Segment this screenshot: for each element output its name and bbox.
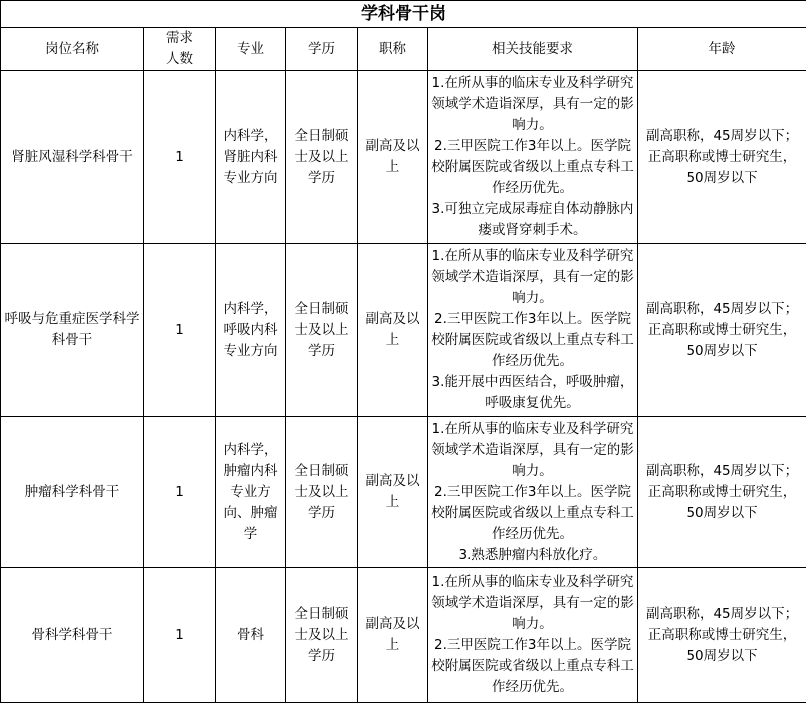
header-education: 学历: [286, 28, 358, 71]
skill-line: 1.在所从事的临床专业及科学研究领域学术造诣深厚，具有一定的影响力。: [431, 248, 634, 306]
cell-age: 副高职称，45周岁以下；正高职称或博士研究生，50周岁以下: [638, 417, 806, 568]
cell-position: 肾脏风湿科学科骨干: [1, 71, 144, 244]
cell-major: [216, 568, 286, 703]
skill-line: 2.三甲医院工作3年以上。医学院校附属医院或省级以上重点专科工作经历优先。: [431, 138, 634, 196]
cell-education: [286, 244, 358, 417]
cell-position: 骨科学科骨干: [1, 568, 144, 703]
rank-text: 副高及以上: [365, 311, 420, 348]
cell-major: [216, 244, 286, 417]
major-text: 内科学，肿瘤内科专业方向、肿瘤学: [223, 441, 278, 542]
education-text: 全日制硕士及以上学历: [294, 462, 349, 521]
cell-age: 副高职称，45周岁以下；正高职称或博士研究生，50周岁以下: [638, 244, 806, 417]
table-row: [1, 568, 806, 703]
table-row: [1, 244, 806, 417]
cell-skills: [428, 568, 638, 703]
education-text: 全日制硕士及以上学历: [294, 300, 349, 359]
skill-line: 2.三甲医院工作3年以上。医学院校附属医院或省级以上重点专科工作经历优先。: [431, 637, 634, 695]
cell-education: [286, 71, 358, 244]
skill-line: 1.在所从事的临床专业及科学研究领域学术造诣深厚，具有一定的影响力。: [431, 420, 634, 479]
header-row: [1, 28, 806, 71]
cell-education: [286, 417, 358, 568]
header-skills: 相关技能要求: [428, 28, 638, 71]
rank-text: 副高及以上: [365, 138, 420, 175]
education-text: 全日制硕士及以上学历: [294, 127, 349, 186]
major-text: 内科学，呼吸内科专业方向: [223, 300, 278, 359]
cell-count: 1: [144, 244, 216, 417]
table-title: 学科骨干岗: [1, 1, 806, 28]
skill-line: 2.三甲医院工作3年以上。医学院校附属医院或省级以上重点专科工作经历优先。: [431, 311, 634, 369]
header-age: 年龄: [638, 28, 806, 71]
header-position: 岗位名称: [1, 28, 144, 71]
title-row: [1, 1, 806, 28]
header-count-label: 需求人数: [166, 30, 193, 67]
rank-text: 副高及以上: [365, 616, 420, 653]
skill-line: 1.在所从事的临床专业及科学研究领域学术造诣深厚，具有一定的影响力。: [431, 75, 634, 133]
skill-line: 2.三甲医院工作3年以上。医学院校附属医院或省级以上重点专科工作经历优先。: [431, 483, 634, 542]
cell-position: 肿瘤科学科骨干: [1, 417, 144, 568]
header-rank: 职称: [358, 28, 428, 71]
major-text: 骨科: [237, 626, 264, 643]
cell-count: 1: [144, 568, 216, 703]
cell-skills: [428, 71, 638, 244]
education-text: 全日制硕士及以上学历: [294, 605, 349, 664]
cell-major: [216, 71, 286, 244]
cell-count: 1: [144, 417, 216, 568]
skill-line: 3.熟悉肿瘤内科放化疗。: [458, 546, 607, 563]
skill-line: 1.在所从事的临床专业及科学研究领域学术造诣深厚，具有一定的影响力。: [431, 574, 634, 632]
cell-major: [216, 417, 286, 568]
table-row: [1, 417, 806, 568]
skill-line: 3.能开展中西医结合，呼吸肿瘤，呼吸康复优先。: [431, 374, 634, 411]
cell-age: 副高职称，45周岁以下；正高职称或博士研究生，50周岁以下: [638, 568, 806, 703]
cell-position: 呼吸与危重症医学科学科骨干: [1, 244, 144, 417]
major-text: 内科学，肾脏内科专业方向: [223, 127, 278, 186]
cell-rank: [358, 244, 428, 417]
skill-line: 3.可独立完成尿毒症自体动静脉内瘘或肾穿刺手术。: [431, 201, 634, 238]
cell-count: 1: [144, 71, 216, 244]
cell-education: [286, 568, 358, 703]
cell-rank: [358, 568, 428, 703]
table-row: [1, 71, 806, 244]
header-count: [144, 28, 216, 71]
cell-rank: [358, 71, 428, 244]
header-major: 专业: [216, 28, 286, 71]
cell-skills: [428, 417, 638, 568]
cell-skills: [428, 244, 638, 417]
cell-rank: [358, 417, 428, 568]
cell-age: 副高职称，45周岁以下；正高职称或博士研究生，50周岁以下: [638, 71, 806, 244]
rank-text: 副高及以上: [365, 473, 420, 510]
